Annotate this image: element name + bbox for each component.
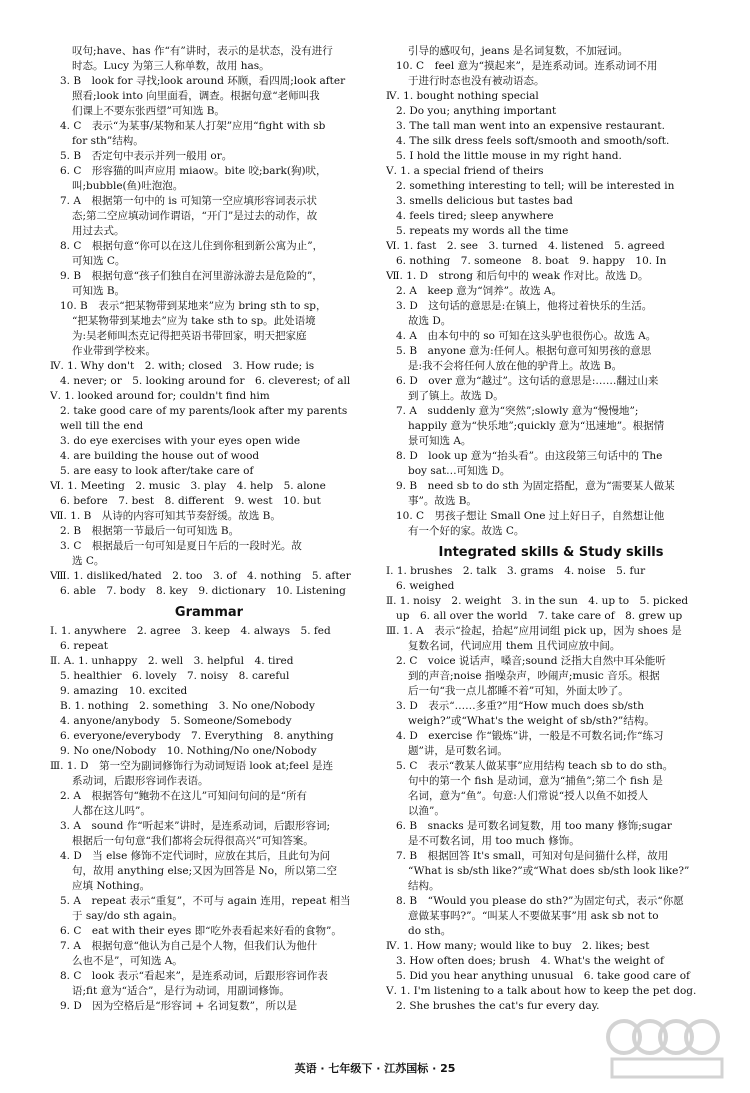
answer-line: 6. B snacks 是可数名词复数，用 too many 修饰;sugar: [396, 820, 672, 832]
answer-line: 5. B 否定句中表示并列一般用 or。: [60, 150, 233, 162]
answer-line: 意做某事吗?”。“叫某人不要做某事”用 ask sb not to: [408, 910, 659, 922]
answer-line: 8. C look 表示“看起来”，是连系动词，后跟形容词作表: [60, 970, 328, 982]
answer-line: 8. D look up 意为“抬头看”。由这段第三句话中的 The: [396, 450, 663, 462]
answer-line: 6. D over 意为“越过”。这句话的意思是:……翻过山来: [396, 375, 659, 387]
answer-line: Ⅵ. 1. fast 2. see 3. turned 4. listened 5. agreed: [386, 240, 665, 252]
answer-line: 4. anyone/anybody 5. Someone/Somebody: [60, 715, 292, 727]
answer-line: 应填 Nothing。: [72, 880, 151, 892]
answer-line: 根据后一句句意“我们都将会玩得很高兴”可知答案。: [72, 835, 314, 847]
answer-line: 10. C feel 意为“摸起来”，是连系动词。连系动词不用: [396, 60, 658, 72]
answer-line: well till the end: [60, 420, 144, 432]
answer-line: 9. No one/Nobody 10. Nothing/No one/Nobody: [60, 745, 317, 757]
answer-line: B. 1. nothing 2. something 3. No one/Nobody: [60, 700, 315, 712]
answer-line: 9. D 因为空格后是“形容词 + 名词复数”，所以是: [60, 1000, 297, 1012]
answer-line: 系动词，后跟形容词作表语。: [72, 775, 209, 787]
answer-line: 后一句“我一点儿都睡不着”可知，外面太吵了。: [408, 685, 629, 697]
answer-line: 3. D 表示“……多重?”用“How much does sb/sth: [396, 700, 645, 712]
answer-line: Ⅴ. 1. looked around for; couldn't find him: [50, 390, 270, 402]
answer-line: 结构。: [408, 880, 440, 892]
right-column: [386, 44, 716, 1014]
answer-line: 4. are building the house out of wood: [60, 450, 260, 462]
answer-line: 故选 D。: [408, 315, 452, 327]
answer-line: Ⅲ. 1. A 表示“捡起，拾起”应用词组 pick up，因为 shoes 是: [386, 625, 682, 637]
answer-line: weigh?”或“What's the weight of sb/sth?”结构。: [408, 715, 655, 727]
answer-line: 6. nothing 7. someone 8. boat 9. happy 10. In: [396, 255, 667, 267]
answer-line: 5. Did you hear anything unusual 6. take good care of: [396, 970, 690, 982]
answer-line: Ⅱ. 1. noisy 2. weight 3. in the sun 4. up to 5. picked: [386, 595, 689, 607]
answer-line: 2. B 根据第一节最后一句可知选 B。: [60, 525, 240, 537]
answer-line: boy sat…可知选 D。: [408, 465, 511, 477]
answer-line: 么也不是”，可知选 A。: [72, 955, 183, 967]
answer-line: 于 say/do sth again。: [72, 910, 183, 922]
answer-line: 2. take good care of my parents/look after my parents: [60, 405, 348, 417]
answer-site-watermark-icon: [602, 1015, 732, 1083]
answer-line: 9. B 根据句意“孩子们独自在河里游泳游去是危险的”，: [60, 270, 323, 282]
answer-line: 7. A suddenly 意为“突然”;slowly 意为“慢慢地”;: [396, 405, 639, 417]
answer-line: Ⅰ. 1. brushes 2. talk 3. grams 4. noise 5. fur: [386, 565, 646, 577]
answer-line: 可知选 B。: [72, 285, 126, 297]
answer-line: 4. never; or 5. looking around for 6. cleverest; of all: [60, 375, 351, 387]
answer-line: 事”。故选 B。: [408, 495, 477, 507]
answer-line: 3. B look for 寻找;look around 环顾，看四周;look after: [60, 75, 346, 87]
answer-line: Ⅶ. 1. B 从诗的内容可知其节奏舒缓。故选 B。: [50, 510, 281, 522]
answer-line: Ⅴ. 1. a special friend of theirs: [386, 165, 544, 177]
answer-line: 3. C 根据最后一句可知是夏日午后的一段时光。故: [60, 540, 302, 552]
answer-line: 句，故用 anything else;又因为回答是 No，所以第二空: [72, 865, 338, 877]
answer-line: 8. C 根据句意“你可以在这儿住到你租到新公寓为止”，: [60, 240, 324, 252]
answer-line: 2. A keep 意为“饲养”。故选 A。: [396, 285, 562, 297]
answer-line: 选 C。: [72, 555, 105, 567]
answer-line: 4. C 表示“为某事/某物和某人打架”应用“fight with sb: [60, 120, 326, 132]
answer-line: 是:我不会将任何人放在他的驴背上。故选 B。: [408, 360, 623, 372]
answer-line: 6. C eat with their eyes 即“吃外表看起来好看的食物”。: [60, 925, 342, 937]
answer-line: 6. before 7. best 8. different 9. west 10. but: [60, 495, 321, 507]
answer-line: 4. D exercise 作“锻炼”讲，一般是不可数名词;作“练习: [396, 730, 664, 742]
answer-line: happily 意为“快乐地”;quickly 意为“迅速地”。根据情: [408, 420, 665, 432]
answer-line: do sth。: [408, 925, 452, 937]
answer-line: 5. repeats my words all the time: [396, 225, 569, 237]
answer-line: 景可知选 A。: [408, 435, 472, 447]
answer-line: 7. A 根据第一句中的 is 可知第一空应填形容词表示状: [60, 195, 317, 207]
answer-line: Ⅶ. 1. D strong 和后句中的 weak 作对比。故选 D。: [386, 270, 649, 282]
left-column: [50, 44, 368, 1014]
answer-line: 3. The tall man went into an expensive restaurant.: [396, 120, 665, 132]
answer-line: 3. How often does; brush 4. What's the weight of: [396, 955, 664, 967]
answer-line: 到了镇上。故选 D。: [408, 390, 504, 402]
answer-line: 5. healthier 6. lovely 7. noisy 8. careful: [60, 670, 290, 682]
answer-line: 4. A 由本句中的 so 可知在这头驴也很伤心。故选 A。: [396, 330, 657, 342]
answer-line: 复数名词，代词应用 them 且代词应放中间。: [408, 640, 621, 652]
answer-line: 2. She brushes the cat's fur every day.: [396, 1000, 600, 1012]
answer-line: 6. C 形容猫的叫声应用 miaow。bite 咬;bark(狗)吠，: [60, 165, 327, 177]
page-footer: 英语 · 七年级下 · 江苏国标 · 25: [294, 1062, 456, 1075]
answer-line: 2. C voice 说话声，嗓音;sound 泛指大自然中耳朵能听: [396, 655, 666, 667]
answer-line: 用过去式。: [72, 225, 125, 237]
answer-line: Ⅵ. 1. Meeting 2. music 3. play 4. help 5. alone: [50, 480, 326, 492]
answer-line: 是不可数名词，用 too much 修饰。: [408, 835, 580, 847]
answer-line: 4. feels tired; sleep anywhere: [396, 210, 554, 222]
answer-line: 时态。Lucy 为第三人称单数，故用 has。: [72, 60, 270, 72]
answer-line: 态;第二空应填动词作谓语，“开门”是过去的动作，故: [72, 210, 318, 222]
answer-line: Ⅷ. 1. disliked/hated 2. too 3. of 4. nothing 5. after: [50, 570, 351, 582]
answer-line: 4. The silk dress feels soft/smooth and smooth/soft.: [396, 135, 670, 147]
answer-line: Ⅲ. 1. D 第一空为副词修饰行为动词短语 look at;feel 是连: [50, 760, 334, 772]
answer-line: 10. B 表示“把某物带到某地来”应为 bring sth to sp，: [60, 300, 327, 312]
answer-line: Ⅳ. 1. bought nothing special: [386, 90, 539, 102]
answer-line: 10. C 男孩子想让 Small One 过上好日子，自然想让他: [396, 510, 665, 522]
section-title: Integrated skills & Study skills: [438, 545, 664, 560]
answer-line: 3. smells delicious but tastes bad: [396, 195, 573, 207]
answer-line: 题”讲，是可数名词。: [408, 745, 508, 757]
answer-line: 9. amazing 10. excited: [60, 685, 188, 697]
answer-line: 5. I hold the little mouse in my right hand.: [396, 150, 622, 162]
answer-line: 照看;look into 向里面看，调查。根据句意“老师叫我: [72, 90, 320, 102]
answer-line: 们课上不要东张西望”可知选 B。: [72, 105, 225, 117]
answer-line: 5. C 表示“教某人做某事”应用结构 teach sb to do sth。: [396, 760, 674, 772]
answer-line: 可知选 C。: [72, 255, 126, 267]
answer-line: 名词，意为“鱼”。句意:人们常说“授人以鱼不如授人: [408, 790, 649, 802]
answer-line: 2. something interesting to tell; will be interested in: [396, 180, 675, 192]
answer-line: 7. B 根据回答 It's small，可知对句是问猫什么样，故用: [396, 850, 669, 862]
answer-line: 2. A 根据答句“鲍勃不在这儿”可知问句问的是“所有: [60, 790, 308, 802]
answer-line: 2. Do you; anything important: [396, 105, 557, 117]
answer-line: 3. do eye exercises with your eyes open wide: [60, 435, 301, 447]
answer-line: 6. weighed: [396, 580, 455, 592]
answer-line: 7. A 根据句意“他认为自己是个人物，但我们认为他什: [60, 940, 318, 952]
answer-line: 6. everyone/everybody 7. Everything 8. anything: [60, 730, 334, 742]
answer-line: 作业带到学校来。: [72, 345, 156, 357]
answer-line: 于进行时态也没有被动语态。: [408, 75, 545, 87]
answer-line: 为:吴老师叫杰克记得把英语书带回家，明天把家庭: [72, 330, 307, 342]
answer-line: 9. B need sb to do sth 为固定搭配，意为“需要某人做某: [396, 480, 675, 492]
answer-line: 5. B anyone 意为:任何人。根据句意可知男孩的意思: [396, 345, 652, 357]
answer-line: 3. D 这句话的意思是:在镇上，他将过着快乐的生活。: [396, 300, 653, 312]
answer-line: for sth”结构。: [72, 135, 144, 147]
answer-line: 人都在这儿吗”。: [72, 805, 151, 817]
answer-line: 6. able 7. body 8. key 9. dictionary 10. Listening: [60, 585, 346, 597]
answer-line: 以渔”。: [408, 805, 445, 817]
answer-line: Ⅰ. 1. anywhere 2. agree 3. keep 4. always 5. fed: [50, 625, 331, 637]
answer-line: 8. B “Would you please do sth?”为固定句式，表示“你愿: [396, 895, 684, 907]
answer-line: 句中的第一个 fish 是动词，意为“捕鱼”;第二个 fish 是: [408, 775, 663, 787]
answer-line: Ⅳ. 1. How many; would like to buy 2. likes; best: [386, 940, 650, 952]
answer-line: 5. A repeat 表示“重复”，不可与 again 连用，repeat 相当: [60, 895, 351, 907]
answer-line: 到的声音;noise 指噪杂声，吵闹声;music 音乐。根据: [408, 670, 660, 682]
answer-line: Ⅱ. A. 1. unhappy 2. well 3. helpful 4. tired: [50, 655, 294, 667]
answer-line: “What is sb/sth like?”或“What does sb/sth look like?”: [408, 865, 690, 877]
answer-line: 叹句;have、has 作“有”讲时，表示的是状态，没有进行: [72, 45, 333, 57]
answer-line: 5. are easy to look after/take care of: [60, 465, 254, 477]
answer-line: 3. A sound 作“听起来”讲时，是连系动词，后跟形容词;: [60, 820, 331, 832]
section-title: Grammar: [174, 605, 244, 620]
answer-line: Ⅴ. 1. I'm listening to a talk about how to keep the pet dog.: [386, 985, 697, 997]
answer-line: up 6. all over the world 7. take care of 8. grew up: [396, 610, 683, 622]
answer-line: 有一个好的家。故选 C。: [408, 525, 525, 537]
answer-line: 6. repeat: [60, 640, 109, 652]
answer-line: Ⅳ. 1. Why don't 2. with; closed 3. How rude; is: [50, 360, 315, 372]
answer-line: “把某物带到某地去”应为 take sth to sp。此处语境: [72, 315, 316, 327]
answer-line: 语;fit 意为“适合”，是行为动词，用副词修饰。: [72, 985, 290, 997]
answer-line: 引导的感叹句，jeans 是名词复数，不加冠词。: [408, 45, 629, 57]
answer-line: 4. D 当 else 修饰不定代词时，应放在其后，且此句为问: [60, 850, 331, 862]
answer-line: 叫;bubble(鱼)吐泡泡。: [72, 180, 184, 192]
